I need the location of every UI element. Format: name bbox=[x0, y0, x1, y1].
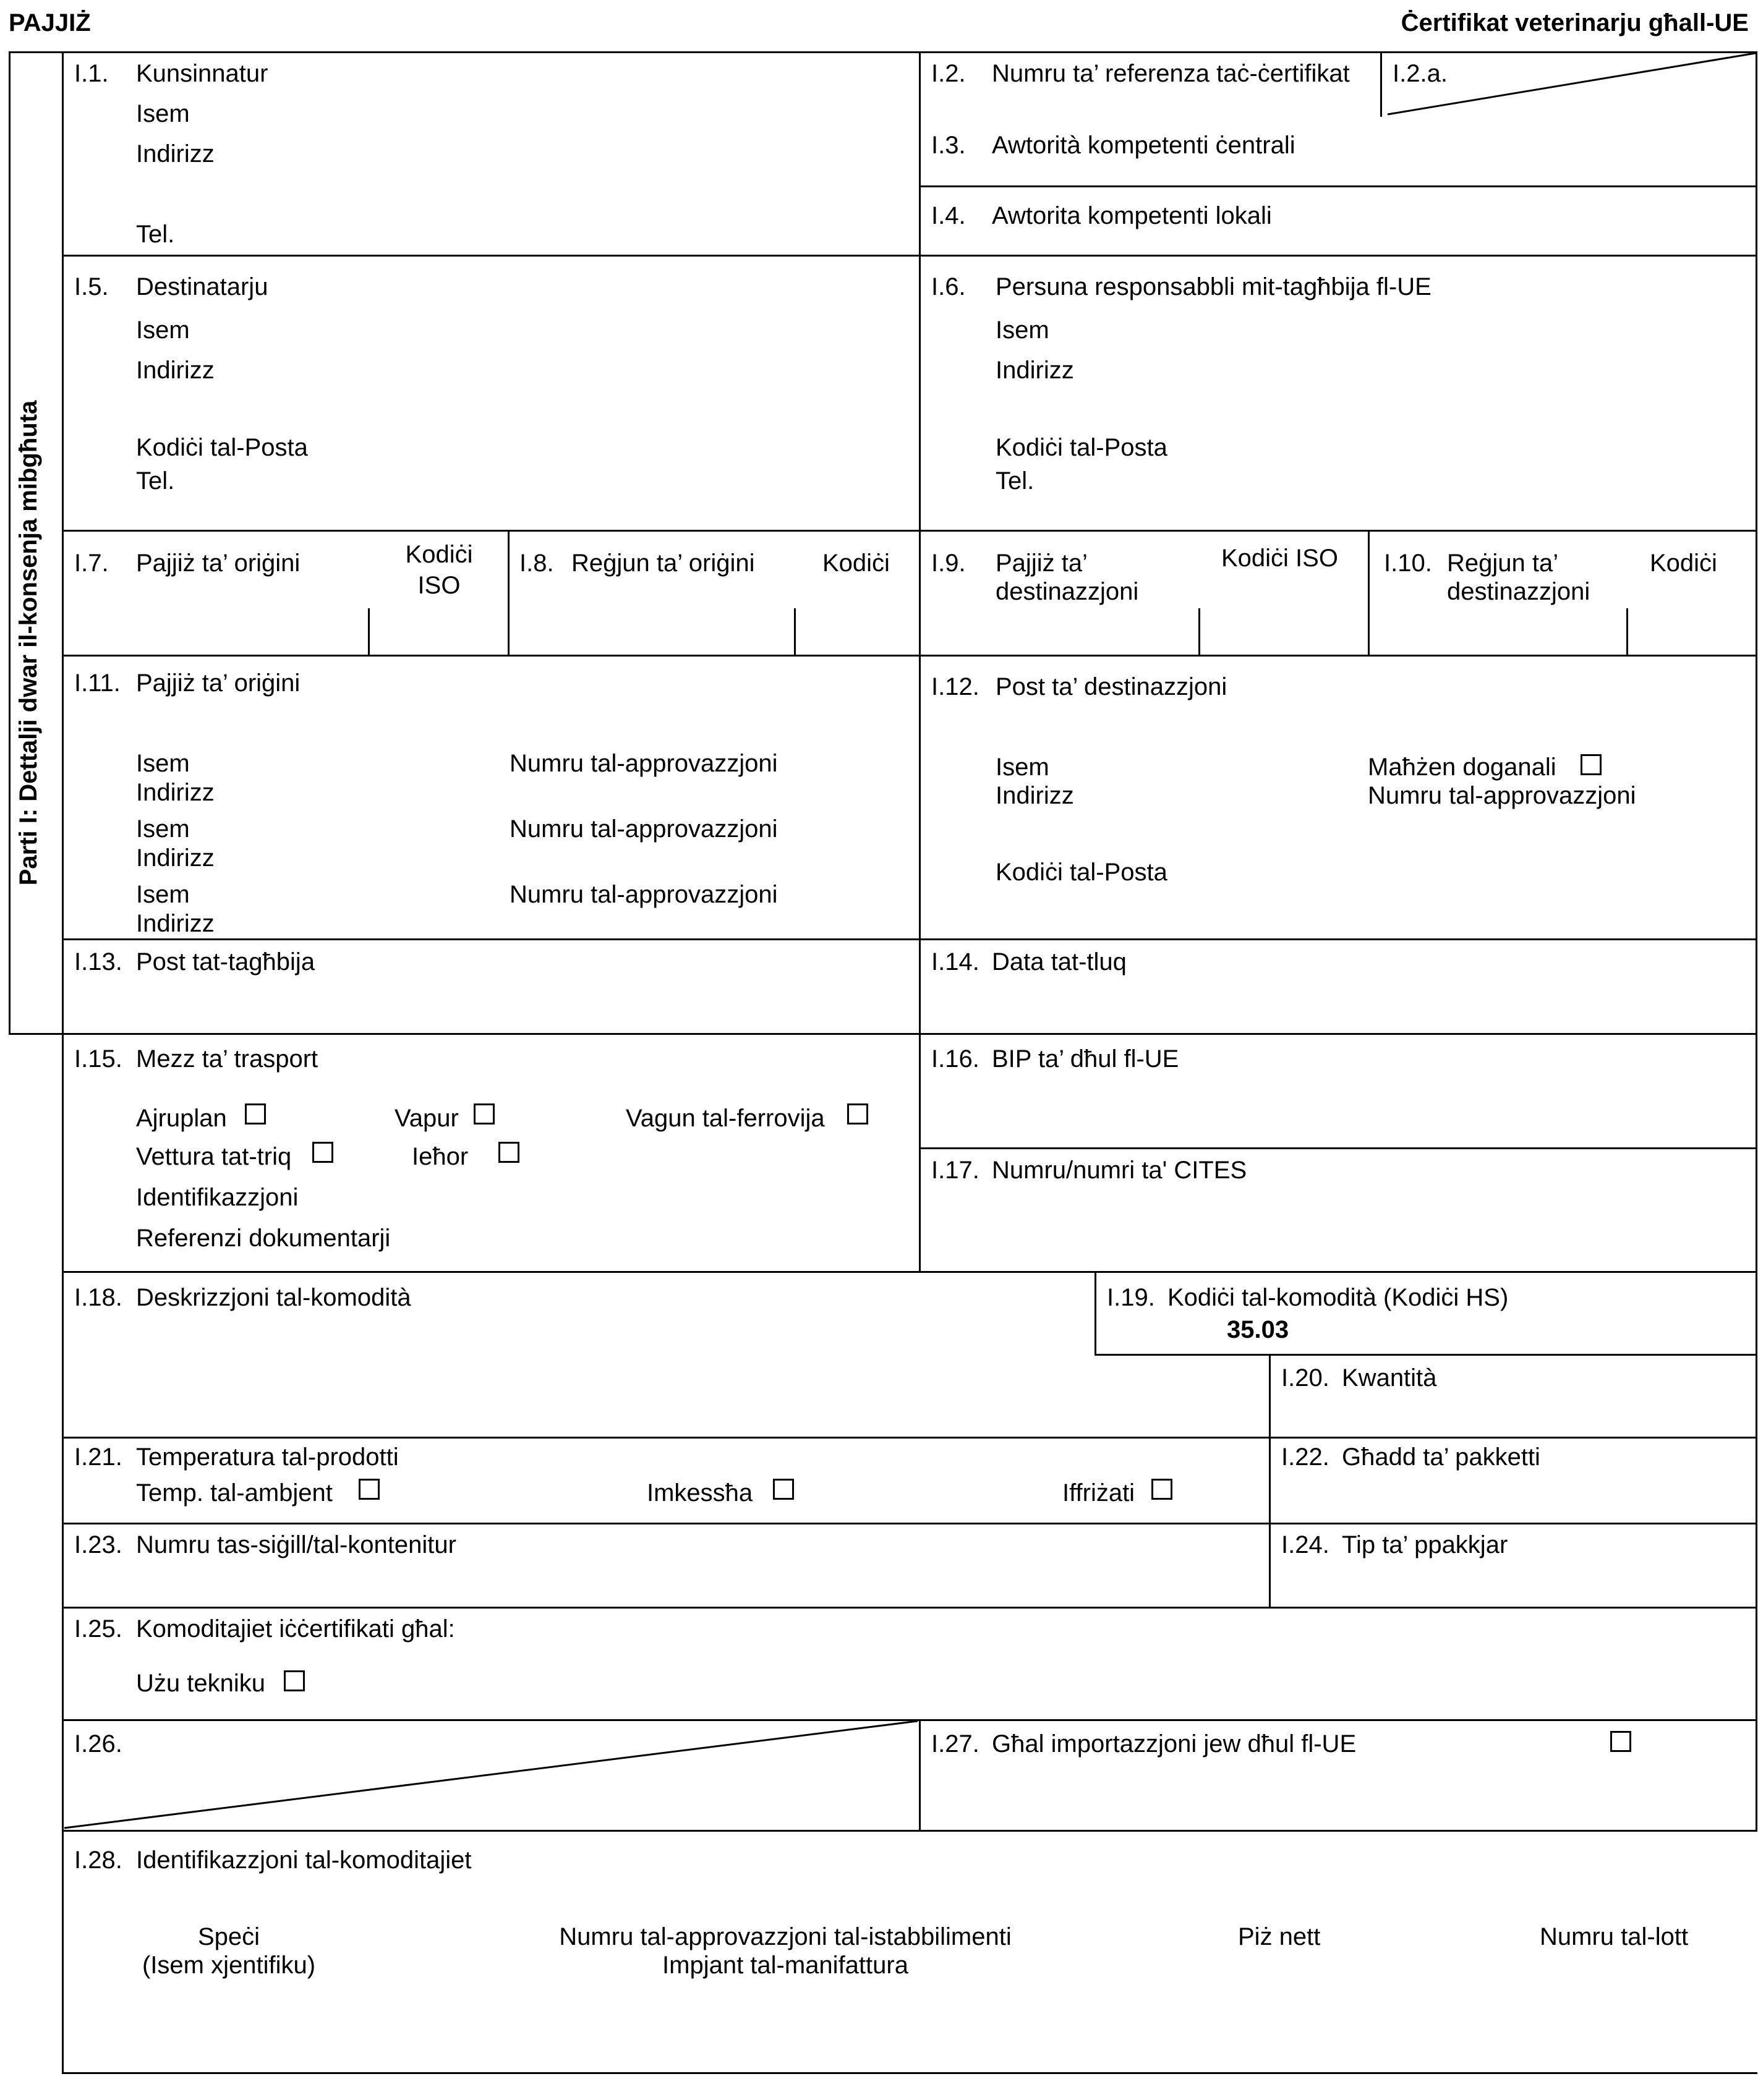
i21-frozen-label: Iffriżati bbox=[1062, 1479, 1135, 1507]
i8-number: I.8. bbox=[519, 550, 554, 577]
i28-species-line2: (Isem xjentifiku) bbox=[142, 1952, 316, 1979]
i11-address-1: Indirizz bbox=[136, 779, 215, 806]
i25-technical-use-label: Użu tekniku bbox=[136, 1670, 265, 1697]
i1-tel-label: Tel. bbox=[136, 221, 175, 248]
i19-number: I.19. bbox=[1107, 1284, 1155, 1311]
i9-iso-label: Kodiċi ISO bbox=[1221, 545, 1338, 572]
i7-label: Pajjiż ta’ oriġini bbox=[136, 550, 301, 577]
i16-number: I.16. bbox=[931, 1045, 979, 1073]
i15-identification-label: Identifikazzjoni bbox=[136, 1184, 299, 1211]
i17-number: I.17. bbox=[931, 1157, 979, 1184]
i7-iso-line1: Kodiċi bbox=[405, 541, 473, 568]
i18-number: I.18. bbox=[74, 1284, 122, 1311]
i4-label: Awtorita kompetenti lokali bbox=[992, 202, 1272, 229]
i13-number: I.13. bbox=[74, 948, 122, 976]
i8-code-label: Kodiċi bbox=[822, 550, 890, 577]
header-country: PAJJIŻ bbox=[9, 9, 91, 36]
i13-label: Post tat-tagħbija bbox=[136, 948, 315, 976]
i20-label: Kwantità bbox=[1342, 1364, 1437, 1392]
i5-label: Destinatarju bbox=[136, 273, 268, 300]
i21-chilled-label: Imkessħa bbox=[647, 1479, 753, 1507]
i15-aeroplane-label: Ajruplan bbox=[136, 1105, 227, 1132]
i11-label: Pajjiż ta’ oriġini bbox=[136, 670, 301, 697]
i25-technical-use-checkbox[interactable] bbox=[284, 1670, 305, 1691]
i15-aeroplane-checkbox[interactable] bbox=[245, 1103, 266, 1124]
i15-other-checkbox[interactable] bbox=[498, 1142, 519, 1163]
i28-lot-number-label: Numru tal-lott bbox=[1540, 1923, 1689, 1950]
i12-label: Post ta’ destinazzjoni bbox=[996, 673, 1227, 700]
i21-ambient-label: Temp. tal-ambjent bbox=[136, 1479, 333, 1507]
i18-label: Deskrizzjoni tal-komodità bbox=[136, 1284, 411, 1311]
i1-label: Kunsinnatur bbox=[136, 60, 268, 87]
header-certificate-title: Ċertifikat veterinarju għall-UE bbox=[1401, 9, 1749, 36]
i11-address-3: Indirizz bbox=[136, 910, 215, 937]
i27-label: Għal importazzjoni jew dħul fl-UE bbox=[992, 1730, 1357, 1758]
i21-ambient-checkbox[interactable] bbox=[359, 1479, 380, 1500]
i28-species-line1: Speċi bbox=[197, 1923, 260, 1950]
i6-name-label: Isem bbox=[996, 317, 1049, 344]
i12-number: I.12. bbox=[931, 673, 979, 700]
i9-label-line2: destinazzjoni bbox=[996, 578, 1139, 605]
i12-customs-label: Maħżen doganali bbox=[1368, 754, 1556, 781]
i10-number: I.10. bbox=[1384, 550, 1432, 577]
i15-documents-label: Referenzi dokumentarji bbox=[136, 1225, 391, 1252]
i5-tel-label: Tel. bbox=[136, 467, 175, 495]
i12-address-label: Indirizz bbox=[996, 782, 1074, 809]
i19-label: Kodiċi tal-komodità (Kodiċi HS) bbox=[1167, 1284, 1509, 1311]
i21-chilled-checkbox[interactable] bbox=[773, 1479, 794, 1500]
i19-hs-code-value: 35.03 bbox=[1227, 1316, 1289, 1343]
i6-label: Persuna responsabbli mit-tagħbija fl-UE bbox=[996, 273, 1432, 300]
i21-number: I.21. bbox=[74, 1443, 122, 1471]
i22-number: I.22. bbox=[1281, 1443, 1329, 1471]
i2-number: I.2. bbox=[931, 60, 966, 87]
i17-label: Numru/numri ta' CITES bbox=[992, 1157, 1247, 1184]
i24-label: Tip ta’ ppakkjar bbox=[1342, 1531, 1508, 1558]
i15-number: I.15. bbox=[74, 1045, 122, 1073]
i11-approval-1: Numru tal-approvazzjoni bbox=[510, 750, 778, 777]
i2a-number: I.2.a. bbox=[1393, 60, 1448, 87]
i5-postcode-label: Kodiċi tal-Posta bbox=[136, 434, 308, 461]
i14-number: I.14. bbox=[931, 948, 979, 976]
i5-number: I.5. bbox=[74, 273, 109, 300]
i15-ship-label: Vapur bbox=[395, 1105, 459, 1132]
i6-number: I.6. bbox=[931, 273, 966, 300]
i22-label: Għadd ta’ pakketti bbox=[1342, 1443, 1540, 1471]
i6-tel-label: Tel. bbox=[996, 467, 1035, 495]
i11-name-3: Isem bbox=[136, 881, 190, 908]
i1-address-label: Indirizz bbox=[136, 140, 215, 168]
i15-other-label: Ieħor bbox=[412, 1143, 469, 1170]
i10-label-line2: destinazzjoni bbox=[1447, 578, 1590, 605]
i3-label: Awtorità kompetenti ċentrali bbox=[992, 132, 1295, 159]
i25-number: I.25. bbox=[74, 1615, 122, 1643]
i10-code-label: Kodiċi bbox=[1650, 550, 1717, 577]
i5-address-label: Indirizz bbox=[136, 357, 215, 384]
diagonal-i26 bbox=[64, 1721, 918, 1828]
i23-label: Numru tas-siġill/tal-kontenitur bbox=[136, 1531, 456, 1558]
i11-approval-2: Numru tal-approvazzjoni bbox=[510, 815, 778, 843]
i11-name-1: Isem bbox=[136, 750, 190, 777]
i1-number: I.1. bbox=[74, 60, 109, 87]
i11-approval-3: Numru tal-approvazzjoni bbox=[510, 881, 778, 908]
i15-rail-label: Vagun tal-ferrovija bbox=[626, 1105, 825, 1132]
i28-net-weight-label: Piż nett bbox=[1238, 1923, 1321, 1950]
i20-number: I.20. bbox=[1281, 1364, 1329, 1392]
i21-label: Temperatura tal-prodotti bbox=[136, 1443, 399, 1471]
i27-import-checkbox[interactable] bbox=[1610, 1731, 1631, 1752]
i5-name-label: Isem bbox=[136, 317, 190, 344]
i15-rail-checkbox[interactable] bbox=[847, 1103, 868, 1124]
i26-number: I.26. bbox=[74, 1730, 122, 1758]
i6-postcode-label: Kodiċi tal-Posta bbox=[996, 434, 1167, 461]
i15-ship-checkbox[interactable] bbox=[474, 1103, 495, 1124]
i14-label: Data tat-tluq bbox=[992, 948, 1127, 976]
i11-address-2: Indirizz bbox=[136, 844, 215, 872]
i1-name-label: Isem bbox=[136, 100, 190, 127]
i16-label: BIP ta’ dħul fl-UE bbox=[992, 1045, 1179, 1073]
i12-name-label: Isem bbox=[996, 754, 1049, 781]
i8-label: Reġjun ta’ oriġini bbox=[571, 550, 755, 577]
i28-plant-line1: Numru tal-approvazzjoni tal-istabbilimenti bbox=[559, 1923, 1012, 1950]
i11-name-2: Isem bbox=[136, 815, 190, 843]
i7-number: I.7. bbox=[74, 550, 109, 577]
i12-postcode-label: Kodiċi tal-Posta bbox=[996, 859, 1167, 886]
i7-iso-line2: ISO bbox=[417, 572, 461, 599]
i11-number: I.11. bbox=[74, 670, 121, 697]
i27-number: I.27. bbox=[931, 1730, 979, 1758]
i28-number: I.28. bbox=[74, 1847, 122, 1874]
i2-label: Numru ta’ referenza taċ-ċertifikat bbox=[992, 60, 1350, 87]
i28-plant-line2: Impjant tal-manifattura bbox=[662, 1952, 908, 1979]
i23-number: I.23. bbox=[74, 1531, 122, 1558]
i9-label-line1: Pajjiż ta’ bbox=[996, 550, 1088, 577]
part-one-side-label: Parti I: Dettalji dwar il-konsenja mibgħuta bbox=[15, 400, 42, 886]
i28-label: Identifikazzjoni tal-komoditajiet bbox=[136, 1847, 472, 1874]
i21-frozen-checkbox[interactable] bbox=[1151, 1479, 1172, 1500]
i15-label: Mezz ta’ trasport bbox=[136, 1045, 318, 1073]
i12-customs-checkbox[interactable] bbox=[1581, 754, 1602, 775]
i3-number: I.3. bbox=[931, 132, 966, 159]
i9-number: I.9. bbox=[931, 550, 966, 577]
i15-road-checkbox[interactable] bbox=[312, 1142, 333, 1163]
i25-label: Komoditajiet iċċertifikati għal: bbox=[136, 1615, 455, 1643]
i24-number: I.24. bbox=[1281, 1531, 1329, 1558]
i10-label-line1: Reġjun ta’ bbox=[1447, 550, 1559, 577]
i12-approval-label: Numru tal-approvazzjoni bbox=[1368, 782, 1636, 809]
i4-number: I.4. bbox=[931, 202, 966, 229]
i6-address-label: Indirizz bbox=[996, 357, 1074, 384]
i15-road-label: Vettura tat-triq bbox=[136, 1143, 292, 1170]
